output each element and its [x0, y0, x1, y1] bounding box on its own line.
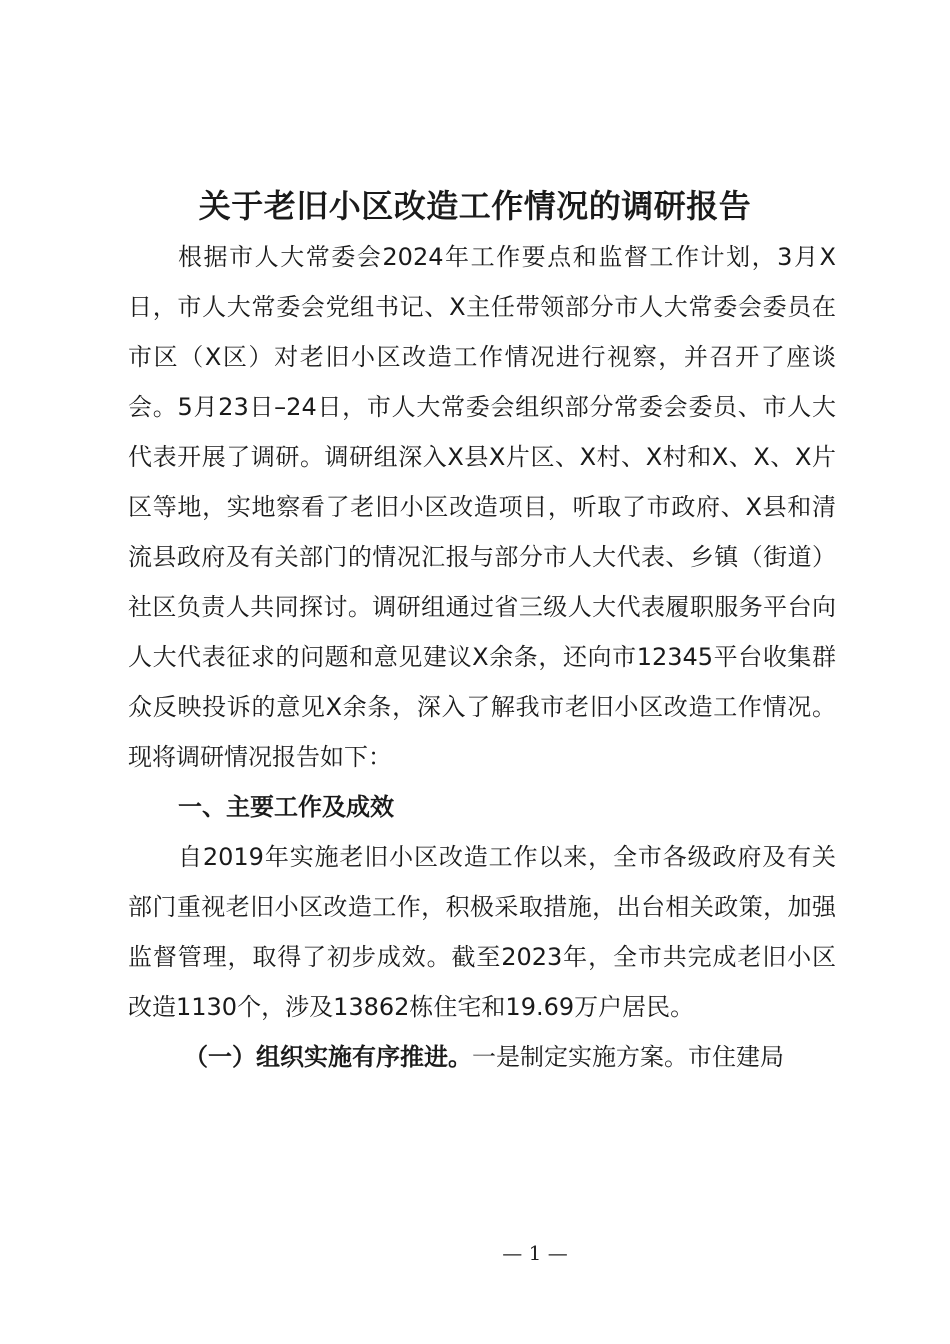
- section-paragraph: 自2019年实施老旧小区改造工作以来，全市各级政府及有关部门重视老旧小区改造工作，积极采取措施，出台相关政策，加强监督管理，取得了初步成效。截至2023年，全市共完成老旧小区改造1130个，涉及13862栋住宅和19.69万户居民。: [128, 843, 836, 1021]
- page-number: — 1 —: [502, 1241, 568, 1265]
- subsection-text: 一是制定实施方案。市住建局: [472, 1043, 784, 1071]
- subsection-heading: （一）组织实施有序推进。: [184, 1043, 472, 1071]
- intro-paragraph: 根据市人大常委会2024年工作要点和监督工作计划，3月X日，市人大常委会党组书记、X主任带领部分市人大常委会委员在市区（X区）对老旧小区改造工作情况进行视察，并召开了座谈会。5月23日–24日，市人大常委会组织部分常委会委员、市人大代表开展了调研。调研组深入X县X片区、X村、X村和X、X、X片区等地，实地察看了老旧小区改造项目，听取了市政府、X县和清流县政府及有关部门的情况汇报与部分市人大代表、乡镇（街道）社区负责人共同探讨。调研组通过省三级人大代表履职服务平台向人大代表征求的问题和意见建议X余条，还向市12345平台收集群众反映投诉的意见X余条，深入了解我市老旧小区改造工作情况。现将调研情况报告如下：: [128, 243, 836, 771]
- subsection-paragraph: [128, 1032, 836, 1082]
- document-body: [128, 232, 836, 1082]
- document-title: 关于老旧小区改造工作情况的调研报告: [198, 187, 752, 225]
- section-heading: 一、主要工作及成效: [178, 793, 394, 821]
